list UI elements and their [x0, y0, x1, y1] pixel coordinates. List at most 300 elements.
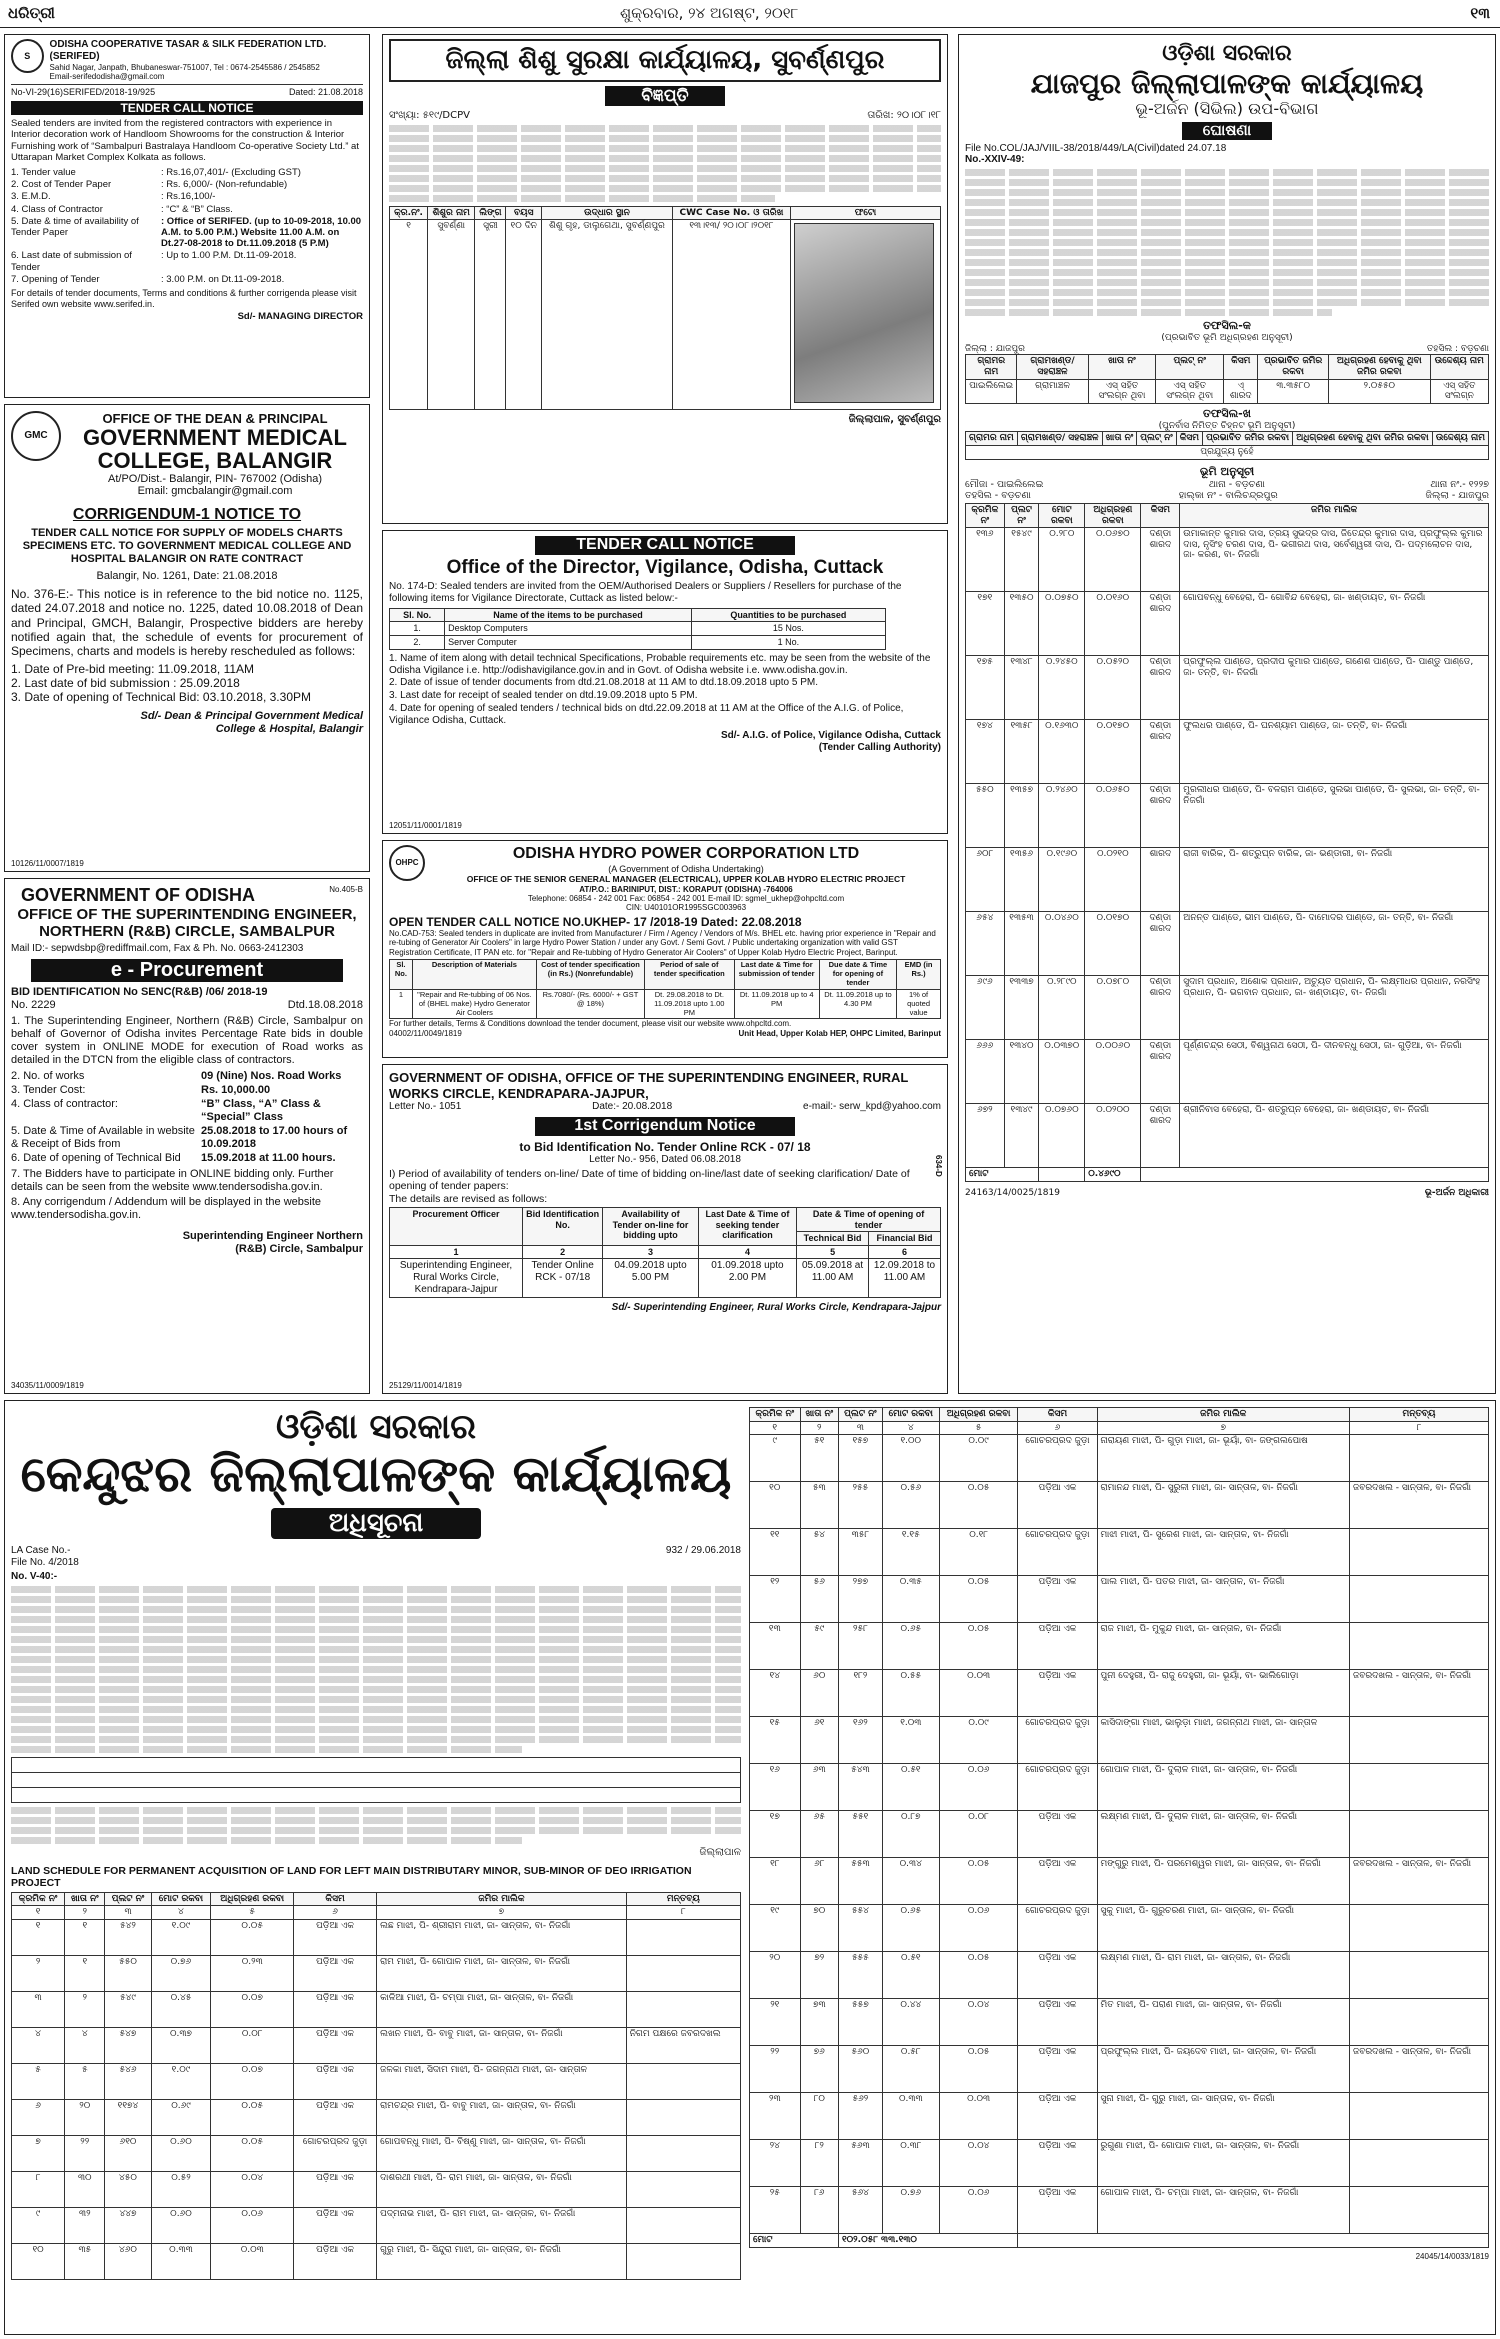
keonjhar-left-cell: କାଳିଆ ମାଝୀ, ପି- ଚମ୍ପା ମାଝୀ, ଜା- ସାନ୍ତାଳ, ବା- ନିଜଗାଁ [377, 1991, 627, 2027]
rnb-detail-key: 4. Class of contractor: [11, 1097, 118, 1110]
rnb-details [11, 1070, 363, 1165]
keonjhar-left-cell: ଗୁରୁ ମାଝୀ, ପି- ସିନ୍ଦୁରା ମାଝୀ, ଜା- ସାନ୍ତାଳ, ବା- ନିଜଗାଁ [377, 2243, 627, 2279]
keonjhar-right-th: ଜମିର ମାଲିକ [1097, 1408, 1349, 1422]
keonjhar-left-cell: ଲଖନ ମାଝୀ, ପି- ବାବୁ ମାଝୀ, ଜା- ସାନ୍ତାଳ, ବା- ନିଜଗାଁ [377, 2027, 627, 2063]
keonjhar-right-row [750, 1576, 1489, 1623]
keonjhar-right-cell: ୫୯ [800, 1623, 838, 1670]
keonjhar-right-cell: ୨୫୫ [838, 1482, 882, 1529]
jajpur-schedule-title: ଭୂମି ଅନୁସୂଚୀ [1199, 464, 1255, 478]
keonjhar-left-th: ଖାତା ନଂ [65, 1892, 105, 1906]
jajpur-land-cell: ୧୩୪୮ [1004, 656, 1039, 720]
jajpur-table-a-title: ତଫସିଲ-କ [1203, 319, 1251, 333]
keonjhar-left-cell: ପଡ଼ିଆ ଏକ [293, 2099, 376, 2135]
keonjhar-left-cell: ୫ [65, 2063, 105, 2099]
jajpur-cell-a: ଏ୍ ଶାରଦ [1224, 379, 1258, 403]
keonjhar-right-cell: ୫୫୧ [838, 1811, 882, 1858]
vig-point: 4. Date for opening of sealed tenders / technical bids on dtd.22.09.2018 at 11 AM at the Office of the A.I.G. of Police, Vigilance Odisha, Cuttack. [389, 702, 904, 726]
jajpur-land-cell: ଅନନ୍ତ ପାଣ୍ଡେ, ଭୀମ ପାଣ୍ଡେ, ପି- ଦାମୋଦର ପାଣ୍ଡେ, ଜା- ତନ୍ତି, ବା- ନିଜଗାଁ [1180, 912, 1489, 976]
keonjhar-left-cell [626, 2171, 740, 2207]
jajpur-th-c: ଅଧିଗ୍ରହଣ ରକବା [1085, 503, 1141, 527]
jajpur-land-cell: ଶାରଦ [1141, 848, 1180, 912]
keonjhar-right-cell: ଗୋପାଳ ମାଝୀ, ପି- ଦୁଲାଳ ମାଝୀ, ଜା- ସାନ୍ତାଳ, ବା- ନିଜଗାଁ [1097, 1764, 1349, 1811]
jajpur-land-cell: ଦଣ୍ଡା ଶାରଦ [1141, 720, 1180, 784]
keonjhar-right-cell: ୧୦ [750, 1482, 801, 1529]
tasar-item-value: : Rs.16,07,401/- (Excluding GST) [161, 167, 301, 179]
keonjhar-right-cell: ୦.୩୮ [882, 2140, 939, 2187]
ohpc-tender-ad [382, 840, 948, 1058]
dcpu-th: ଲିଙ୍ଗ [475, 206, 506, 220]
ohpc-footer: For further details, Terms & Conditions download the tender document, please visit our website www.ohpcltd.com. [389, 1019, 792, 1029]
jajpur-land-cell: ୫୫୦ [966, 784, 1005, 848]
jajpur-th-a: ଖାତା ନଂ [1088, 355, 1156, 379]
rw-sign: Sd/- Superintending Engineer, Rural Works Circle, Kendrapara-Jajpur [611, 1301, 941, 1313]
vig-point: 2. Date of issue of tender documents from dtd.21.08.2018 at 11 AM to dtd.18.09.2018 upto 5 PM. [389, 677, 818, 689]
keonjhar-right-cell: ୫୧ [800, 1435, 838, 1482]
keonjhar-left-cell: ୦.୦୫ [211, 1919, 294, 1955]
jajpur-land-cell: ୦.୦୧୬୦ [1085, 592, 1141, 656]
jajpur-cell-a: ପାଇଲିଲେଇ [966, 379, 1017, 403]
keonjhar-right-cell: ୭୩ [800, 1999, 838, 2046]
child-photo [794, 223, 934, 403]
keonjhar-left-cell: ପଡ଼ିଆ ଏକ [293, 1991, 376, 2027]
jajpur-th-a: ଗ୍ରାମର ନାମ [966, 355, 1017, 379]
keonjhar-right-cell: ୧୩ [750, 1623, 801, 1670]
keonjhar-right-cell: ୩୫୮ [838, 1529, 882, 1576]
jajpur-land-cell: ୧୩୫୩ [1004, 912, 1039, 976]
page-number: ୧୩ [1470, 4, 1490, 22]
rw-sub: The details are revised as follows: [389, 1192, 548, 1205]
jajpur-th-c: କିସମ [1141, 503, 1180, 527]
jajpur-cell-a: ୩.୩୫୮୦ [1258, 379, 1329, 403]
keonjhar-right-cell: ୦.୫୬ [882, 1482, 939, 1529]
keonjhar-left-cell: ପଡ଼ିଆ ଏକ [293, 1955, 376, 1991]
keonjhar-right-cell: ୦.୫୫ [882, 1670, 939, 1717]
rnb-eprocurement-ad [4, 878, 370, 1394]
jajpur-land-cell: ୬୦୮ [966, 848, 1005, 912]
rw-th-availability: Availability of Tender on-line for bidding upto [603, 1207, 699, 1245]
jajpur-land-cell: ୧୩୫୭ [1004, 784, 1039, 848]
rnb-detail-row [11, 1084, 363, 1097]
keonjhar-remark [1349, 1999, 1488, 2046]
keonjhar-right-cell: ଲକ୍ଷ୍ମଣ ମାଝୀ, ପି- ରାମ ମାଝୀ, ଜା- ସାନ୍ତାଳ, ବା- ନିଜଗାଁ [1097, 1952, 1349, 1999]
keonjhar-left-cell: ୪୪୭ [105, 2207, 151, 2243]
vig-item-row [390, 622, 886, 636]
rw-letter: Letter No.- 1051 [389, 1101, 462, 1113]
keonjhar-remark [1349, 1811, 1488, 1858]
keonjhar-left-cell [626, 2135, 740, 2171]
keonjhar-left-cell: ୦.୩୭ [151, 2027, 211, 2063]
rnb-dtd: Dtd.18.08.2018 [287, 999, 363, 1012]
gmc-letter-no: Balangir, No. 1261, Date: 21.08.2018 [96, 570, 278, 583]
keonjhar-right-cell: ୨୩ [750, 2093, 801, 2140]
jajpur-land-cell: ୬୯୬ [966, 976, 1005, 1040]
keonjhar-right-cell: ୮୬ [800, 2187, 838, 2234]
jajpur-land-cell: ୧୩୫୦ [1004, 592, 1039, 656]
jajpur-banner: ଘୋଷଣା [1182, 122, 1272, 140]
jajpur-th-a: ଗ୍ରାମଖଣ୍ଡ/ ସହରାଞ୍ଚଳ [1017, 355, 1088, 379]
jajpur-sign: ଭୂ-ଅର୍ଜନ ଅଧିକାରୀ [1424, 1187, 1489, 1198]
keonjhar-right-cell: ୦.୦୫ [939, 1623, 1018, 1670]
keonjhar-right-row [750, 1623, 1489, 1670]
tasar-item-key: 7. Opening of Tender [11, 273, 100, 285]
keonjhar-left-cell: ୧ [65, 1919, 105, 1955]
rnb-detail-row [11, 1125, 363, 1151]
ohpc-at: AT/P.O.: BARINIPUT, DIST.: KORAPUT (ODISHA) -764006 [579, 884, 793, 894]
rnb-mail: Mail ID:- sepwdsbp@rediffmail.com, Fax & Ph. No. 0663-2412303 [11, 942, 304, 954]
ohpc-body: No.CAD-753: Sealed tenders in duplicate are invited from Manufacturer / Firm / Agency / Vendors of M/s. BHEL etc. having prior experience in "Repair and re-tubing of Generator Air Coolers" in large Hydro Power Station / under any Govt. / Semi Govt. / Public undertaking organization with valid GST Registration Certificate, IT PAN etc. for "Repair and Re-tubbing of Hydro Generator Air Coolers" of Upper Kolab Hydro Electric Project, Barinput. [389, 928, 936, 957]
ohpc-cell: Dt. 11.09.2018 up to 4 PM [734, 989, 819, 1019]
keonjhar-left-th: ଜମିର ମାଲିକ [377, 1892, 627, 1906]
keonjhar-right-row [750, 2187, 1489, 2234]
dcpu-cell-age: ୧୦ ଦିନ [506, 220, 542, 410]
keonjhar-right-cell: ୦.୦୫ [939, 1482, 1018, 1529]
keonjhar-right-row [750, 1435, 1489, 1482]
keonjhar-right-cell: ୨୨ [750, 2046, 801, 2093]
keonjhar-left-cell: ପଦ୍ମନାଭ ମାଝୀ, ପି- ରାମ ମାଝୀ, ଜା- ସାନ୍ତାଳ, ବା- ନିଜଗାଁ [377, 2207, 627, 2243]
keonjhar-right-cell: ୦.୦୮ [939, 1811, 1018, 1858]
ohpc-tel: Telephone: 06854 - 242 001 Fax: 06854 - 242 001 E-mail ID: sgmel_ukhep@ohpcltd.com [527, 893, 845, 903]
keonjhar-left-cell: ୧.୦୯ [151, 1919, 211, 1955]
jajpur-halka: ହାଲ୍କା ନଂ - ବାଲିଚନ୍ଦ୍ରପୁର [1178, 489, 1278, 501]
rnb-govt: GOVERNMENT OF ODISHA [21, 885, 256, 905]
keonjhar-left-cell: ୪ [12, 2027, 65, 2063]
keonjhar-left-cell: ୫୪୯ [105, 1991, 151, 2027]
keonjhar-left-cell: ୧୧୭୪ [105, 2099, 151, 2135]
keonjhar-left-cell: ପଡ଼ିଆ ଏକ [293, 2171, 376, 2207]
keonjhar-right-cell: ୧୯ [750, 1905, 801, 1952]
keonjhar-right-cell: ମିତ ମାଝୀ, ପି- ପରାଣ ମାଝୀ, ଜା- ସାନ୍ତାଳ, ବା- ନିଜଗାଁ [1097, 1999, 1349, 2046]
jajpur-land-cell: ୧୩୪୦ [1004, 1040, 1039, 1104]
rnb-detail-value: Rs. 10,000.00 [201, 1083, 271, 1096]
keonjhar-left-cell [626, 2099, 740, 2135]
tasar-items [11, 167, 363, 285]
keonjhar-right-th: ଅଧିଗ୍ରହଣ ରକବା [939, 1408, 1018, 1422]
keonjhar-left-th: କିସମ [293, 1892, 376, 1906]
ohpc-cell: Rs.7080/- (Rs. 6000/- + GST @ 18%) [536, 989, 644, 1019]
keonjhar-right [749, 1407, 1489, 2327]
jajpur-land-cell: ଦଣ୍ଡା ଶାରଦ [1141, 976, 1180, 1040]
keonjhar-col-num: ୮ [1349, 1421, 1488, 1435]
jajpur-land-cell: ୦.୦୨୦୦ [1085, 1104, 1141, 1168]
keonjhar-left-th: ପ୍ଲଟ ନଂ [105, 1892, 151, 1906]
keonjhar-right-cell: ପଡ଼ିଆ ଏକ [1018, 1623, 1097, 1670]
keonjhar-right-cell: ୮୦ [800, 2093, 838, 2140]
keonjhar-right-cell: ରାମାନନ୍ଦ ମାଝୀ, ପି- ସୁରୁଳୀ ମାଝୀ, ଜା- ସାନ୍ତାଳ, ବା- ନିଜଗାଁ [1097, 1482, 1349, 1529]
rnb-para8: 8. Any corrigendum / Addendum will be displayed in the website www.tendersodisha.gov.in. [11, 1195, 322, 1221]
rnb-office: OFFICE OF THE SUPERINTENDING ENGINEER, NORTHERN (R&B) CIRCLE, SAMBALPUR [17, 906, 357, 941]
keonjhar-left-cell: ୦.୦୭ [211, 1991, 294, 2027]
keonjhar-left-th: ଅଧିଗ୍ରହଣ ରକବା [211, 1892, 294, 1906]
keonjhar-left-cell: ୦.୦୩ [211, 2243, 294, 2279]
jajpur-tahasil: ତହସିଲ : ବଡ଼ଚଣା [1426, 343, 1489, 354]
keonjhar-left-cell: ୧.୦୯ [151, 2063, 211, 2099]
jajpur-table-b-empty: ପ୍ରଯୁଜ୍ୟ ନୁହେଁ [966, 445, 1489, 459]
keonjhar-left [11, 1407, 741, 2327]
keonjhar-right-cell: ପଡ଼ିଆ ଏକ [1018, 1999, 1097, 2046]
keonjhar-right-th: କିସମ [1018, 1408, 1097, 1422]
keonjhar-right-row [750, 1717, 1489, 1764]
rw-code: 25129/11/0014/1819 [389, 1380, 462, 1390]
tasar-item [11, 204, 363, 215]
keonjhar-right-cell: ସୁକୁ ମାଝୀ, ପି- ଗୁରୁଚରଣ ମାଝୀ, ଜା- ସାନ୍ତାଳ, ବା- ନିଜଗାଁ [1097, 1905, 1349, 1952]
vig-th: Name of the items to be purchased [445, 608, 692, 622]
keonjhar-right-cell: ୦.୦୩ [939, 1670, 1018, 1717]
tasar-item-key: 2. Cost of Tender Paper [11, 179, 112, 191]
keonjhar-right-row [750, 1670, 1489, 1717]
ohpc-title: ODISHA HYDRO POWER CORPORATION LTD [512, 845, 860, 862]
jajpur-thana-no: ଥାନା ନଂ.- ୧୨୨୭ [1430, 478, 1489, 490]
jajpur-land-cell: ୦.୦୧୭୦ [1085, 912, 1141, 976]
keonjhar-right-cell: ପଡ଼ିଆ ଏକ [1018, 1670, 1097, 1717]
keonjhar-right-cell: ୧୬ [750, 1764, 801, 1811]
jajpur-th-a: କିସମ [1224, 355, 1258, 379]
vig-cell: 15 Nos. [691, 622, 885, 636]
tasar-item-key: 5. Date & time of availability of Tender Paper [11, 215, 139, 239]
keonjhar-left-cell: ୦.୨୩ [211, 1955, 294, 1991]
jajpur-th-a: ଅଧିଗ୍ରହଣ ହେବାକୁ ଥିବା ଜମିର ରକବା [1328, 355, 1430, 379]
dcpu-notice-ad [382, 34, 948, 524]
keonjhar-right-cell: ୬୧ [800, 1717, 838, 1764]
rw-cell: 01.09.2018 upto 2.00 PM [698, 1259, 796, 1297]
keonjhar-col-num: ୭ [377, 1906, 627, 1920]
jajpur-govt: ଓଡ଼ିଶା ସରକାର [1162, 41, 1292, 66]
keonjhar-left-cell: ଗୋପବନ୍ଧୁ ମାଝୀ, ପି- ବିଷ୍ଣୁ ମାଝୀ, ଜା- ସାନ୍ତାଳ, ବା- ନିଜଗାଁ [377, 2135, 627, 2171]
jajpur-th-b: ଗ୍ରାମଖଣ୍ଡ/ ସହରାଞ୍ଚଳ [1017, 432, 1102, 446]
dcpu-no: ସଂଖ୍ୟା: ୫୧୯/DCPV [389, 109, 470, 121]
tasar-item-key: 1. Tender value [11, 167, 76, 179]
keonjhar-sign: ଜିଲ୍ଲାପାଳ [699, 1847, 741, 1859]
keonjhar-left-cell: ୪୫୦ [105, 2171, 151, 2207]
keonjhar-left-row [12, 2171, 741, 2207]
keonjhar-left-cell: ୨୨ [65, 2135, 105, 2171]
keonjhar-right-cell: ୦.୩୫ [882, 1576, 939, 1623]
keonjhar-left-cell: ଦାଶରଥୀ ମାଝୀ, ପି- ରାମ ମାଝୀ, ଜା- ସାନ୍ତାଳ, ବା- ନିଜଗାଁ [377, 2171, 627, 2207]
keonjhar-fileno: File No. 4/2018 [11, 1556, 79, 1568]
tasar-email: Email-serifedodisha@gmail.com [49, 72, 165, 82]
keonjhar-right-cell: ୨୧ [750, 1999, 801, 2046]
rw-th-officer: Procurement Officer [390, 1207, 523, 1245]
dcpu-cell-name: ସୁବର୍ଣ୍ଣା [428, 220, 475, 410]
vig-item-row [390, 636, 886, 650]
keonjhar-govt: ଓଡ଼ିଶା ସରକାର [275, 1407, 477, 1447]
keonjhar-left-cell: ୩୦ [65, 2171, 105, 2207]
ohpc-notice: OPEN TENDER CALL NOTICE NO.UKHEP- 17 /2018-19 Dated: 22.08.2018 [389, 914, 802, 929]
keonjhar-right-row [750, 1482, 1489, 1529]
jajpur-land-cell: ୦.୦୫୨୦ [1085, 656, 1141, 720]
gmc-schedule-item: 3. Date of opening of Technical Bid: 03.10.2018, 3.30PM [11, 690, 311, 705]
keonjhar-col-num: ୧ [750, 1421, 801, 1435]
rw-th-technical: Technical Bid [797, 1232, 869, 1246]
keonjhar-left-cell [626, 2207, 740, 2243]
keonjhar-col-num: ୩ [838, 1421, 882, 1435]
gmc-body: No. 376-E:- This notice is in reference to the bid notice no. 1125, dated 24.07.2018 and notice no. 1225, dated 10.08.2018 of Dean and Principal, GMCH, Balangir, Prospective bidders are hereby notified again that, the schedule of events for procurement of Specimens, charts and models is hereby rescheduled as follows: [11, 587, 363, 658]
keonjhar-right-cell: ୦.୦୫ [939, 1952, 1018, 1999]
rw-th-clarification: Last Date & Time of seeking tender clarification [698, 1207, 796, 1245]
keonjhar-right-cell: ପଡ଼ିଆ ଏକ [1018, 1952, 1097, 1999]
keonjhar-left-cell: ୩୨ [65, 2207, 105, 2243]
jajpur-land-row [966, 528, 1489, 592]
keonjhar-right-cell: ମଙ୍ଗୁରୁ ମାଝୀ, ପି- ପରମେଶ୍ୱର ମାଝୀ, ଜା- ସାନ୍ତାଳ, ବା- ନିଜଗାଁ [1097, 1858, 1349, 1905]
jajpur-land-cell: ୧୩୫୬ [1004, 848, 1039, 912]
gmc-sign: Sd/- Dean & Principal Government Medical College & Hospital, Balangir [140, 710, 363, 736]
gmc-email: Email: gmcbalangir@gmail.com [137, 485, 293, 498]
jajpur-land-cell: ୧୩୩୭ [1004, 976, 1039, 1040]
jajpur-th-c: ପ୍ଲଟ ନଂ [1004, 503, 1039, 527]
jajpur-dist2: ଜିଲ୍ଲା - ଯାଜପୁର [1425, 489, 1489, 501]
vig-items-table [389, 608, 886, 650]
keonjhar-right-cell: ୫୫୪ [838, 1905, 882, 1952]
jajpur-land-cell: ସୁଦାମ ପ୍ରଧାନ, ଅଶୋକ ପ୍ରଧାନ, ଅଚ୍ୟୁତ ପ୍ରଧାନ, ପି- ଲକ୍ଷ୍ମୀଧର ପ୍ରଧାନ, ନରସିଂହ ପ୍ରଧାନ, ପି- ଭଗବାନ ପ୍ରଧାନ, ଜା- ଖଣ୍ଡାୟତ, ବା- ନିଜଗାଁ [1180, 976, 1489, 1040]
keonjhar-left-cell: ଜଳକା ମାଝୀ, ସିଦାମ ମାଝୀ, ପି- ଜଗନ୍ନାଥ ମାଝୀ, ଜା- ସାନ୍ତାଳ [377, 2063, 627, 2099]
keonjhar-right-row [750, 2140, 1489, 2187]
rnb-code: No.405-B [329, 885, 363, 894]
rw-table [389, 1207, 941, 1298]
keonjhar-left-row [12, 2063, 741, 2099]
jajpur-land-cell: ୦.୦୦୬୦ [1085, 1040, 1141, 1104]
rw-cell: Superintending Engineer, Rural Works Circle, Kendrapara-Jajpur [390, 1259, 523, 1297]
keonjhar-left-cell: ରାମଚନ୍ଦ୍ର ମାଝୀ, ପି- ବାବୁ ମାଝୀ, ଜା- ସାନ୍ତାଳ, ବା- ନିଜଗାଁ [377, 2099, 627, 2135]
tasar-address: Sahid Nagar, Janpath, Bhubaneswar-751007, Tel : 0674-2545586 / 2545852 [49, 62, 320, 72]
keonjhar-left-cell: ପଡ଼ିଆ ଏକ [293, 2207, 376, 2243]
keonjhar-right-cell: ପଡ଼ିଆ ଏକ [1018, 1811, 1097, 1858]
rw-col-num: 6 [869, 1245, 941, 1259]
keonjhar-right-cell: ପଡ଼ିଆ ଏକ [1018, 1858, 1097, 1905]
keonjhar-left-cell: ୬ [12, 2099, 65, 2135]
ohpc-cell: 1% of quoted value [897, 989, 941, 1019]
keonjhar-banner: ଅଧିସୂଚନା [271, 1508, 481, 1539]
keonjhar-left-cell: ୧ [12, 1919, 65, 1955]
keonjhar-left-th: କ୍ରମିକ ନଂ [12, 1892, 65, 1906]
dcpu-cell-sl: ୧ [390, 220, 428, 410]
dcpu-table [389, 206, 941, 411]
keonjhar-left-row [12, 2135, 741, 2171]
keonjhar-right-cell: ୦.୬୫ [882, 1623, 939, 1670]
keonjhar-right-cell: ୭୦ [800, 1905, 838, 1952]
keonjhar-left-row [12, 2243, 741, 2279]
keonjhar-right-cell: ୦.୦୩ [939, 2093, 1018, 2140]
tasar-item [11, 250, 363, 272]
jajpur-cell-a: ଏସ୍ ସହିତ ସଂଲଗ୍ନ ଥିବା [1088, 379, 1156, 403]
keonjhar-ref: 932 / 29.06.2018 [665, 1544, 741, 1556]
keonjhar-left-row [12, 2099, 741, 2135]
tasar-footer: For details of tender documents, Terms and conditions & further corrigenda please visit Serifed own website www.serifed.in. [11, 288, 357, 309]
rw-cell: 05.09.2018 at 11.00 AM [797, 1259, 869, 1297]
keonjhar-right-cell: ୫୪ [800, 1529, 838, 1576]
ohpc-cell: 1 [390, 989, 413, 1019]
tasar-item-value: : 3.00 P.M. on Dt.11-09-2018. [161, 273, 285, 285]
rw-col-num: 5 [797, 1245, 869, 1259]
keonjhar-small-table [11, 1757, 741, 1803]
keonjhar-remark [1349, 1952, 1488, 1999]
keonjhar-left-cell: ୦.୦୪ [211, 2171, 294, 2207]
rw-side-code: 634-D [934, 1155, 943, 1177]
rnb-detail-row [11, 1098, 363, 1124]
jajpur-land-row [966, 848, 1489, 912]
keonjhar-right-cell: ପାଲ ମାଝୀ, ପି- ପତର ମାଝୀ, ଜା- ସାନ୍ତାଳ, ବା- ନିଜଗାଁ [1097, 1576, 1349, 1623]
keonjhar-right-cell: ୫୬୩ [838, 2140, 882, 2187]
tasar-item-key: 4. Class of Contractor [11, 203, 103, 215]
vig-cell: 1 No. [691, 636, 885, 650]
keonjhar-no: No. V-40:- [11, 1571, 58, 1583]
jajpur-table-a-sub: (ପ୍ରଭାବିତ ଭୂମି ଅଧିଗ୍ରହଣ ଅନୁସୂଚୀ) [1161, 333, 1293, 344]
gmc-schedule-item: 1. Date of Pre-bid meeting: 11.09.2018, 11AM [11, 661, 255, 676]
rnb-detail-value: “B” Class, “A” Class & “Special” Class [201, 1097, 321, 1123]
rw-cell: 12.09.2018 to 11.00 AM [869, 1259, 941, 1297]
vig-th: Quantities to be purchased [691, 608, 885, 622]
keonjhar-right-th: ମନ୍ତବ୍ୟ [1349, 1408, 1488, 1422]
tasar-title: TENDER CALL NOTICE [11, 101, 363, 115]
ohpc-code: 04002/11/0049/1819 [389, 1028, 462, 1038]
jajpur-land-cell: ୦.୦୪୬୦ [1039, 912, 1085, 976]
keonjhar-left-row [12, 2027, 741, 2063]
rnb-no: No. 2229 [11, 999, 56, 1012]
masthead [0, 0, 1500, 28]
keonjhar-table-right [749, 1407, 1489, 2248]
keonjhar-right-cell: ୦.୦୪ [939, 2140, 1018, 2187]
keonjhar-remark [1349, 2093, 1488, 2140]
jajpur-thana: ଥାନା - ବଡ଼ଚଣା [1208, 478, 1265, 490]
jajpur-land-cell: ୧୩୬ [966, 528, 1005, 592]
rnb-detail-key: 3. Tender Cost: [11, 1083, 86, 1096]
keonjhar-right-cell: ୨୪ [750, 2140, 801, 2187]
jajpur-th-b: ଗ୍ରାମର ନାମ [966, 432, 1018, 446]
keonjhar-left-cell: ପଡ଼ିଆ ଏକ [293, 2063, 376, 2099]
vig-sign: Sd/- A.I.G. of Police, Vigilance Odisha, Cuttack (Tender Calling Authority) [720, 730, 941, 754]
keonjhar-office: କେନ୍ଦୁଝର ଜିଲ୍ଲାପାଳଙ୍କ କାର୍ଯ୍ୟାଳୟ [20, 1445, 732, 1504]
keonjhar-left-th: ମୋଟ ରକବା [151, 1892, 211, 1906]
tasar-item-key: 3. E.M.D. [11, 191, 51, 203]
keonjhar-right-cell: ୦.୧୮ [939, 1529, 1018, 1576]
keonjhar-left-row [12, 1955, 741, 1991]
rnb-para1: 1. The Superintending Engineer, Northern (R&B) Circle, Sambalpur on behalf of Governor of Odisha invites Percentage Rate bids in double cover system in ONLINE MODE for execution of Road works as detailed in the DTCN from the eligible class of contractors. [11, 1015, 363, 1066]
keonjhar-remark [1349, 1764, 1488, 1811]
keonjhar-right-cell: ୦.୦୬ [939, 2187, 1018, 2234]
jajpur-land-cell: ୦.୦୬୫୦ [1085, 784, 1141, 848]
jajpur-code: 24163/14/0025/1819 [965, 1187, 1060, 1198]
gmc-subject: TENDER CALL NOTICE FOR SUPPLY OF MODELS CHARTS SPECIMENS ETC. TO GOVERNMENT MEDICAL COLLEGE AND HOSPITAL BALANGIR ON RATE CONTRACT [22, 527, 352, 566]
jajpur-land-cell: ୧୩୪୯ [1004, 1104, 1039, 1168]
vig-banner: TENDER CALL NOTICE [535, 536, 795, 555]
keonjhar-left-row [12, 2207, 741, 2243]
keonjhar-right-cell: ଲକ୍ଷ୍ମଣ ମାଝୀ, ପି- ଦୁଲାଳ ମାଝୀ, ଜା- ସାନ୍ତାଳ, ବା- ନିଜଗାଁ [1097, 1811, 1349, 1858]
ohpc-table [389, 959, 941, 1019]
jajpur-land-cell: ପ୍ରଫୁଲ୍ଲ ପାଣ୍ଡେ, ପ୍ରଦୀପ କୁମାର ପାଣ୍ଡେ, ଗଣେଶ ପାଣ୍ଡେ, ପି- ପାଣ୍ଡୁ ପାଣ୍ଡେ, ଜା- ତନ୍ତି, ବା- ନିଜଗାଁ [1180, 656, 1489, 720]
vig-point: 3. Last date for receipt of sealed tender on dtd.19.09.2018 upto 5 PM. [389, 690, 698, 702]
dcpu-th: CWC Case No. ଓ ତାରିଖ [672, 206, 790, 220]
keonjhar-right-cell: ୨୫ [750, 2187, 801, 2234]
rnb-detail-key: 2. No. of works [11, 1069, 85, 1082]
vig-points [389, 653, 941, 727]
vig-cell: Server Computer [445, 636, 692, 650]
keonjhar-right-cell: ୦.୦୯ [939, 1435, 1018, 1482]
keonjhar-left-cell: ୨୦ [65, 2099, 105, 2135]
jajpur-land-row [966, 784, 1489, 848]
keonjhar-left-cell: ଲଛ ମାଝୀ, ପି- ଶ୍ରୀରାମ ମାଝୀ, ଜା- ସାନ୍ତାଳ, ବା- ନିଜଗାଁ [377, 1919, 627, 1955]
keonjhar-left-cell: ୪୬୦ [105, 2243, 151, 2279]
keonjhar-left-cell: ୫୪୨ [105, 1919, 151, 1955]
tasar-item-value: : Rs.16,100/- [161, 191, 216, 203]
keonjhar-right-cell: ୦.୦୬ [939, 1764, 1018, 1811]
keonjhar-right-cell: ୦.୫୮ [882, 2046, 939, 2093]
jajpur-land-cell: ୦.୦୧୭୦ [1085, 720, 1141, 784]
vig-cell: 2. [390, 636, 445, 650]
keonjhar-right-cell: ୧୨ [750, 1576, 801, 1623]
keonjhar-right-cell: ପଡ଼ିଆ ଏକ [1018, 2046, 1097, 2093]
ohpc-th: Description of Materials [412, 960, 536, 990]
keonjhar-col-num: ୫ [211, 1906, 294, 1920]
jajpur-land-table [965, 503, 1489, 1182]
dcpu-th: କ୍ର.ନଂ. [390, 206, 428, 220]
